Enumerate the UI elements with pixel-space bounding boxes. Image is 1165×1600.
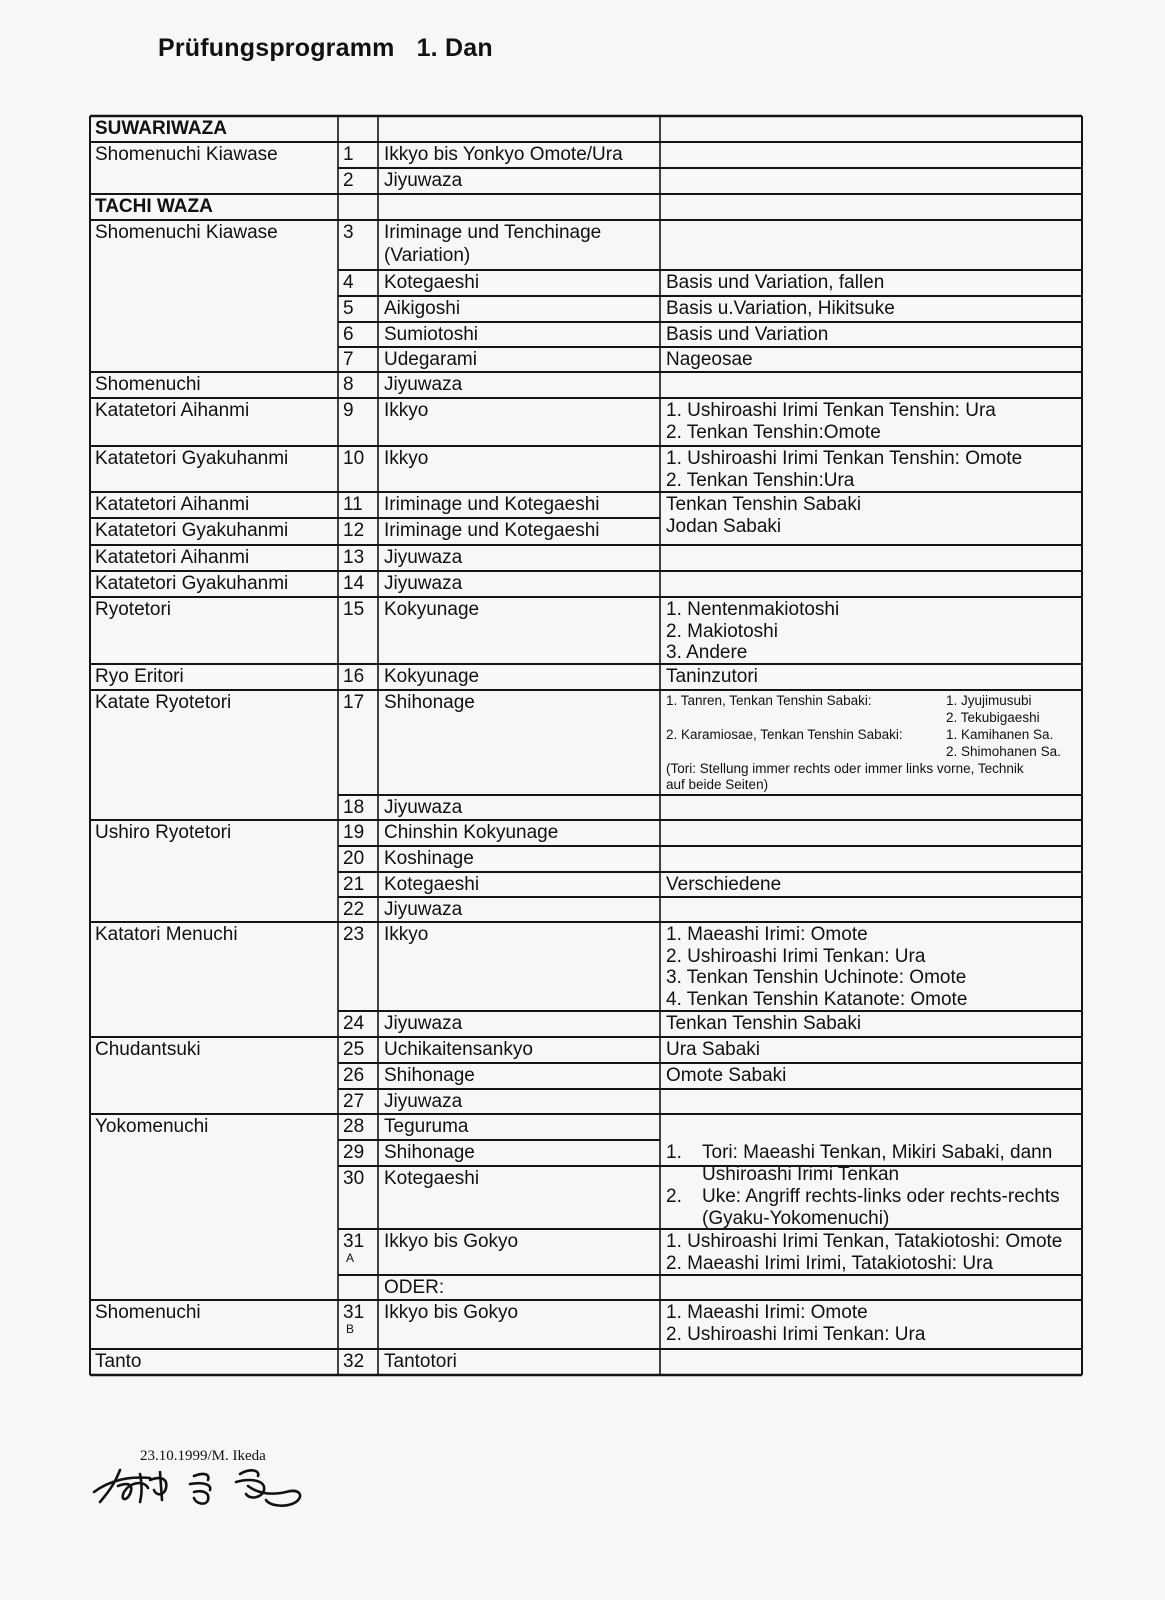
row-technique: Jiyuwaza bbox=[384, 170, 463, 191]
row-number-suffix: A bbox=[346, 1251, 355, 1265]
row-technique: Udegarami bbox=[384, 349, 477, 370]
row-technique: Ikkyo bis Yonkyo Omote/Ura bbox=[384, 144, 623, 165]
row-number: 13 bbox=[343, 547, 365, 568]
row-note: 1. Tanren, Tenkan Tenshin Sabaki: bbox=[666, 693, 872, 708]
row-group-label: Tanto bbox=[95, 1351, 142, 1372]
row-number: 14 bbox=[343, 573, 365, 594]
row-technique: Jiyuwaza bbox=[384, 547, 463, 568]
row-note: Uke: Angriff rechts-links oder rechts-rechts bbox=[702, 1186, 1060, 1207]
row-number: 25 bbox=[343, 1039, 365, 1060]
row-number: 26 bbox=[343, 1065, 365, 1086]
row-number: 24 bbox=[343, 1013, 365, 1034]
row-technique: Uchikaitensankyo bbox=[384, 1039, 533, 1060]
row-number: 1 bbox=[343, 144, 354, 165]
row-number: 9 bbox=[343, 400, 354, 421]
row-note: Ushiroashi Irimi Tenkan bbox=[702, 1164, 900, 1185]
row-note: Basis und Variation, fallen bbox=[666, 272, 885, 293]
row-note: Basis u.Variation, Hikitsuke bbox=[666, 298, 895, 319]
row-technique: Koshinage bbox=[384, 848, 474, 869]
row-group-label: Katatetori Aihanmi bbox=[95, 400, 250, 421]
row-number: 2 bbox=[343, 170, 354, 191]
row-number: 19 bbox=[343, 822, 365, 843]
row-group-label: Katatori Menuchi bbox=[95, 924, 238, 945]
row-note: 2. Ushiroashi Irimi Tenkan: Ura bbox=[666, 1323, 926, 1345]
row-technique: ODER: bbox=[384, 1277, 445, 1298]
row-number: 31 bbox=[343, 1302, 365, 1323]
row-note: 1. Ushiroashi Irimi Tenkan, Tatakiotoshi: Omote bbox=[666, 1231, 1063, 1252]
row-technique: Sumiotoshi bbox=[384, 324, 478, 345]
row-group-label: Ryotetori bbox=[95, 599, 172, 620]
row-group-label: Katate Ryotetori bbox=[95, 692, 232, 713]
row-number: 16 bbox=[343, 666, 365, 687]
row-number: 27 bbox=[343, 1091, 365, 1112]
row-technique: Iriminage und Kotegaeshi bbox=[384, 494, 600, 515]
row-technique: Iriminage und Tenchinage bbox=[384, 222, 602, 243]
row-note: Omote Sabaki bbox=[666, 1065, 787, 1086]
row-technique: Jiyuwaza bbox=[384, 573, 463, 594]
row-note: 1. Ushiroashi Irimi Tenkan Tenshin: Omote bbox=[666, 448, 1023, 469]
row-technique: Chinshin Kokyunage bbox=[384, 822, 559, 843]
row-technique: Jiyuwaza bbox=[384, 374, 463, 395]
row-technique: Jiyuwaza bbox=[384, 899, 463, 920]
row-group-label: Shomenuchi bbox=[95, 1302, 201, 1323]
row-technique: Ikkyo bbox=[384, 924, 429, 945]
row-note: 2. Tenkan Tenshin:Omote bbox=[666, 421, 881, 443]
row-note: (Tori: Stellung immer rechts oder immer links vorne, Technik bbox=[666, 761, 1024, 776]
row-group-label: SUWARIWAZA bbox=[95, 118, 227, 139]
row-group-label: Ushiro Ryotetori bbox=[95, 822, 232, 843]
title-text: Prüfungsprogramm bbox=[158, 34, 395, 62]
row-note: 3. Tenkan Tenshin Uchinote: Omote bbox=[666, 967, 967, 988]
row-technique: Ikkyo bis Gokyo bbox=[384, 1302, 519, 1323]
footer-date-author: 23.10.1999/M. Ikeda bbox=[140, 1448, 266, 1464]
row-group-label: TACHI WAZA bbox=[95, 196, 213, 217]
row-note: 1. Maeashi Irimi: Omote bbox=[666, 1302, 868, 1323]
title-grade: 1. Dan bbox=[416, 34, 493, 62]
row-note: 2. Ushiroashi Irimi Tenkan: Ura bbox=[666, 945, 926, 967]
row-note: (Gyaku-Yokomenuchi) bbox=[702, 1208, 890, 1229]
row-group-label: Katatetori Aihanmi bbox=[95, 547, 250, 568]
row-note: 1. Maeashi Irimi: Omote bbox=[666, 924, 868, 945]
row-note: 3. Andere bbox=[666, 642, 748, 663]
row-number: 12 bbox=[343, 520, 365, 541]
row-number: 8 bbox=[343, 374, 354, 395]
row-technique: Kokyunage bbox=[384, 666, 480, 687]
row-technique: Shihonage bbox=[384, 1065, 475, 1086]
row-number: 31 bbox=[343, 1231, 365, 1252]
row-note: 2. Tekubigaeshi bbox=[946, 710, 1040, 725]
row-number: 21 bbox=[343, 874, 365, 895]
row-number: 10 bbox=[343, 448, 365, 469]
row-note: Tenkan Tenshin Sabaki bbox=[666, 494, 862, 515]
row-technique: Jiyuwaza bbox=[384, 1091, 463, 1112]
row-technique: Kotegaeshi bbox=[384, 272, 480, 293]
row-number: 5 bbox=[343, 298, 354, 319]
row-note: Tenkan Tenshin Sabaki bbox=[666, 1013, 862, 1034]
row-group-label: Katatetori Aihanmi bbox=[95, 494, 250, 515]
row-number: 22 bbox=[343, 899, 365, 920]
row-number: 3 bbox=[343, 222, 354, 243]
row-group-label: Yokomenuchi bbox=[95, 1116, 209, 1137]
row-group-label: Shomenuchi bbox=[95, 374, 201, 395]
row-note: 2. Karamiosae, Tenkan Tenshin Sabaki: bbox=[666, 727, 903, 742]
row-technique: Iriminage und Kotegaeshi bbox=[384, 520, 600, 541]
row-technique: Kokyunage bbox=[384, 599, 480, 620]
row-group-label: Chudantsuki bbox=[95, 1039, 201, 1060]
row-group-label: Ryo Eritori bbox=[95, 666, 184, 687]
row-group-label: Katatetori Gyakuhanmi bbox=[95, 573, 289, 594]
row-technique: Ikkyo bis Gokyo bbox=[384, 1231, 519, 1252]
row-number: 4 bbox=[343, 272, 354, 293]
row-technique: Aikigoshi bbox=[384, 298, 461, 319]
row-note-index: 2. bbox=[666, 1186, 682, 1207]
row-technique: Jiyuwaza bbox=[384, 797, 463, 818]
row-technique-cont: (Variation) bbox=[384, 245, 471, 266]
row-number: 15 bbox=[343, 599, 365, 620]
row-note: 1. Kamihanen Sa. bbox=[946, 727, 1054, 742]
row-note: 2. Maeashi Irimi Irimi, Tatakiotoshi: Ura bbox=[666, 1252, 993, 1274]
row-note: 2. Shimohanen Sa. bbox=[946, 744, 1061, 759]
row-note: 1. Nentenmakiotoshi bbox=[666, 599, 840, 620]
row-note-index: 1. bbox=[666, 1142, 682, 1163]
row-technique: Shihonage bbox=[384, 1142, 475, 1163]
row-technique: Kotegaeshi bbox=[384, 874, 480, 895]
row-technique: Ikkyo bbox=[384, 448, 429, 469]
row-note: Verschiedene bbox=[666, 874, 782, 895]
row-number: 32 bbox=[343, 1351, 365, 1372]
row-note: Basis und Variation bbox=[666, 324, 829, 345]
row-technique: Tantotori bbox=[384, 1351, 457, 1372]
row-note: Nageosae bbox=[666, 349, 753, 370]
row-note: auf beide Seiten) bbox=[666, 777, 769, 792]
row-note: 1. Jyujimusubi bbox=[946, 693, 1032, 708]
row-group-label: Katatetori Gyakuhanmi bbox=[95, 520, 289, 541]
row-note: 1. Ushiroashi Irimi Tenkan Tenshin: Ura bbox=[666, 400, 996, 421]
row-number-suffix: B bbox=[346, 1322, 355, 1336]
row-number: 18 bbox=[343, 797, 365, 818]
row-technique: Kotegaeshi bbox=[384, 1168, 480, 1189]
row-number: 7 bbox=[343, 349, 354, 370]
row-number: 30 bbox=[343, 1168, 365, 1189]
row-note: 2. Makiotoshi bbox=[666, 620, 778, 642]
row-number: 29 bbox=[343, 1142, 365, 1163]
row-note: 4. Tenkan Tenshin Katanote: Omote bbox=[666, 988, 968, 1010]
row-technique: Shihonage bbox=[384, 692, 475, 713]
row-number: 28 bbox=[343, 1116, 365, 1137]
row-note: Tori: Maeashi Tenkan, Mikiri Sabaki, dann bbox=[702, 1142, 1053, 1163]
row-note: Jodan Sabaki bbox=[666, 515, 782, 537]
row-technique: Teguruma bbox=[384, 1116, 469, 1137]
row-group-label: Katatetori Gyakuhanmi bbox=[95, 448, 289, 469]
row-number: 23 bbox=[343, 924, 365, 945]
row-group-label: Shomenuchi Kiawase bbox=[95, 144, 278, 165]
row-number: 6 bbox=[343, 324, 354, 345]
row-number: 17 bbox=[343, 692, 365, 713]
row-group-label: Shomenuchi Kiawase bbox=[95, 222, 278, 243]
row-technique: Jiyuwaza bbox=[384, 1013, 463, 1034]
row-technique: Ikkyo bbox=[384, 400, 429, 421]
row-number: 20 bbox=[343, 848, 365, 869]
row-number: 11 bbox=[343, 494, 363, 515]
row-note: 2. Tenkan Tenshin:Ura bbox=[666, 469, 855, 491]
row-note: Ura Sabaki bbox=[666, 1039, 760, 1060]
signature bbox=[90, 1462, 330, 1508]
row-note: Taninzutori bbox=[666, 666, 758, 687]
